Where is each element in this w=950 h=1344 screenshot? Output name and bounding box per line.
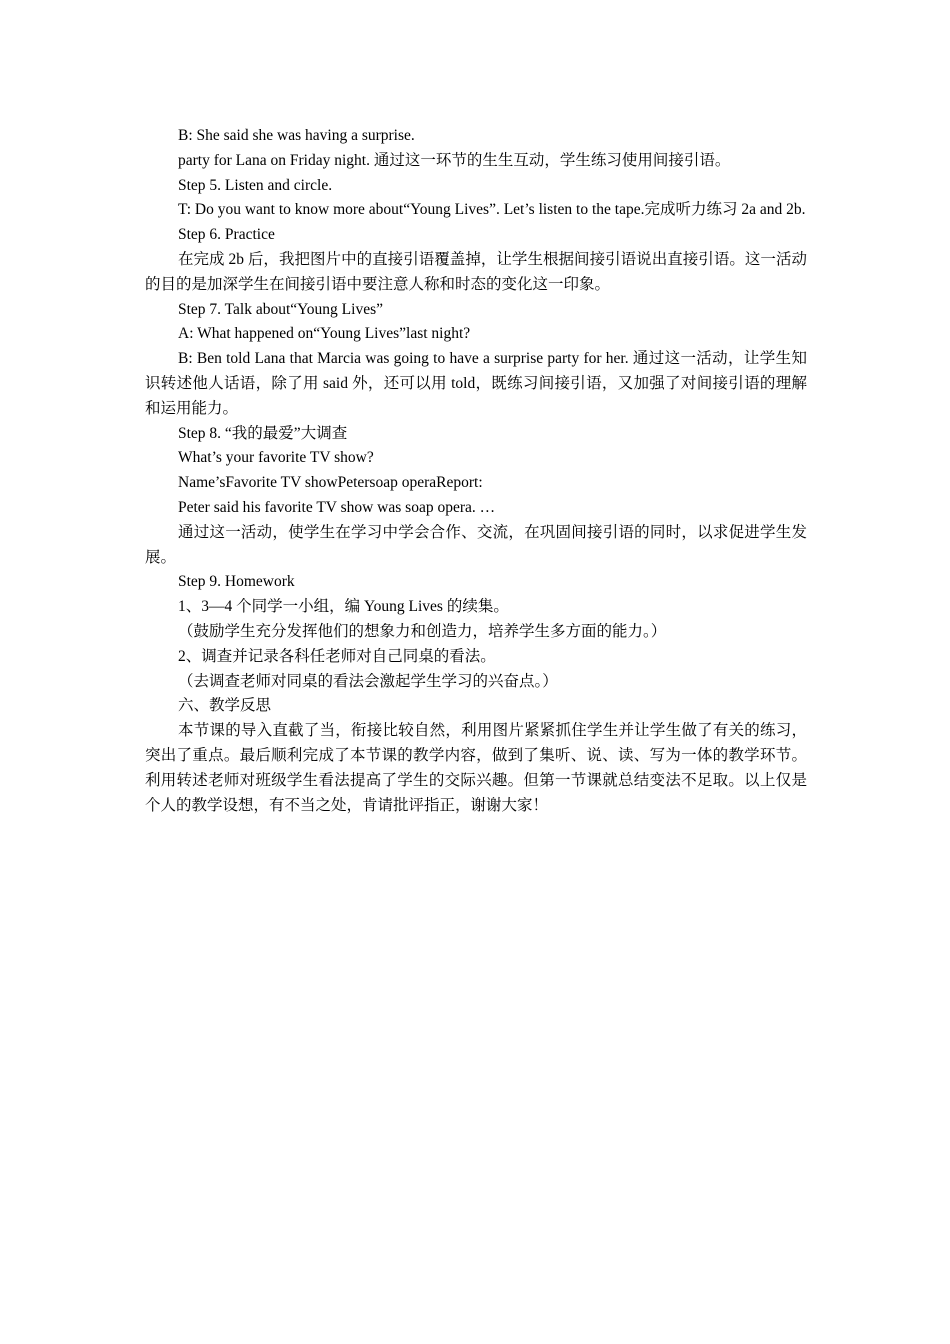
paragraph-step8-table: Name’sFavorite TV showPetersoap operaReport: xyxy=(178,474,483,492)
paragraph-step7-question: A: What happened on“Young Lives”last night? xyxy=(178,325,471,343)
paragraph-step6-body: 在完成 2b 后，我把图片中的直接引语覆盖掉，让学生根据间接引语说出直接引语。这一活动的目的是加深学生在间接引语中要注意人称和时态的变化这一印象。 xyxy=(145,250,807,293)
paragraph-reflection-body: 本节课的导入直截了当，衔接比较自然，利用图片紧紧抓住学生并让学生做了有关的练习，突出了重点。最后顺利完成了本节课的教学内容，做到了集听、说、读、写为一体的教学环节。利用转述老师对班级学生看法提高了学生的交际兴趣。但第一节课就总结变法不足取。以上仅是个人的教学设想，有不当之处，肯请批评指正，谢谢大家！ xyxy=(145,722,807,814)
heading-step6: Step 6. Practice xyxy=(178,226,275,244)
paragraph-step4-note: party for Lana on Friday night. 通过这一环节的生生互动，学生练习使用间接引语。 xyxy=(178,151,731,169)
heading-step7: Step 7. Talk about“Young Lives” xyxy=(178,300,383,318)
paragraph-step7-answer: B: Ben told Lana that Marcia was going to have a surprise party for her. 通过这一活动，让学生知识转述他人话语，除了用 said 外，还可以用 told，既练习间接引语，又加强了对间接引语的理解和运用能力。 xyxy=(145,350,807,417)
homework-item-2: 2、调查并记录各科任老师对自己同桌的看法。 xyxy=(178,647,496,665)
paragraph-step8-note: 通过这一活动，使学生在学习中学会合作、交流，在巩固间接引语的同时，以求促进学生发展。 xyxy=(145,523,807,566)
paragraph-step8-question: What’s your favorite TV show? xyxy=(178,449,374,467)
heading-step5: Step 5. Listen and circle. xyxy=(178,176,333,194)
homework-item-1-note: （鼓励学生充分发挥他们的想象力和创造力，培养学生多方面的能力。） xyxy=(178,622,667,640)
document-body xyxy=(145,124,807,818)
heading-step9: Step 9. Homework xyxy=(178,573,295,591)
paragraph-step8-report: Peter said his favorite TV show was soap opera. … xyxy=(178,498,496,516)
heading-step8: Step 8. “我的最爱”大调查 xyxy=(178,424,348,442)
section-heading-reflection: 六、教学反思 xyxy=(178,697,272,715)
homework-item-2-note: （去调查老师对同桌的看法会激起学生学习的兴奋点。） xyxy=(178,672,558,690)
homework-item-1: 1、3—4 个同学一小组，编 Young Lives 的续集。 xyxy=(178,598,509,616)
paragraph-step4-answer: B: She said she was having a surprise. xyxy=(178,127,415,144)
paragraph-step5-teacher: T: Do you want to know more about“Young Lives”. Let’s listen to the tape.完成听力练习 2a and 2b. xyxy=(178,201,806,219)
